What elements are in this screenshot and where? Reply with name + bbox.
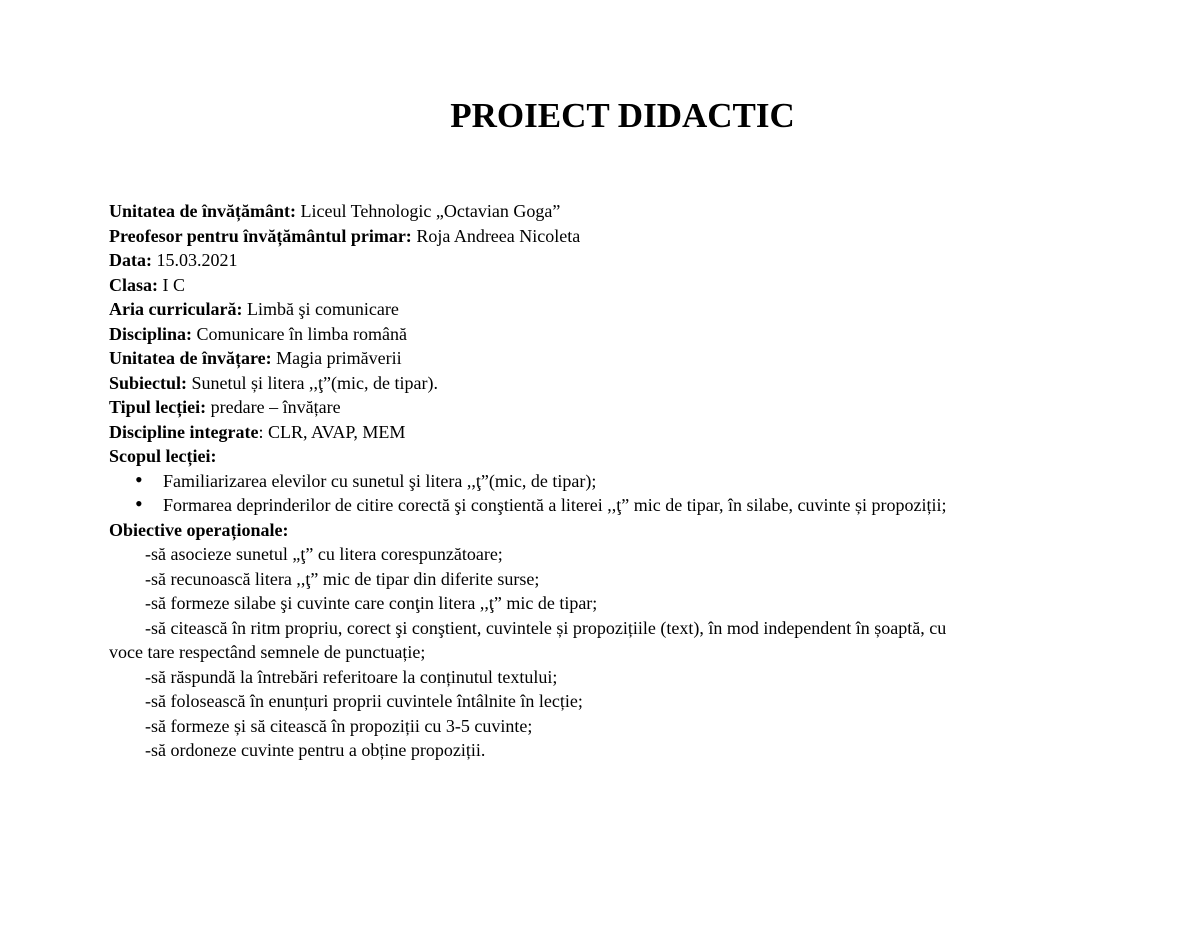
field-label: Disciplina: bbox=[109, 323, 193, 344]
scop-heading: Scopul lecției: bbox=[109, 446, 217, 466]
document-title: PROIECT DIDACTIC bbox=[450, 96, 795, 135]
objective-item: -să recunoască litera ,,ţ” mic de tipar din diferite surse; bbox=[145, 568, 540, 589]
objective-item: -să răspundă la întrebări referitoare la conținutul textului; bbox=[145, 666, 558, 687]
objective-item: -să ordoneze cuvinte pentru a obține propoziții. bbox=[145, 740, 486, 760]
objective-item: -să citească în ritm propriu, corect şi conştient, cuvintele și propozițiile (text), în mod independent în șoaptă, cu bbox=[145, 617, 947, 638]
document-body bbox=[109, 199, 1109, 763]
field-value: Sunetul și litera ,,ţ”(mic, de tipar). bbox=[187, 372, 438, 393]
field-label: Preofesor pentru învățământul primar: bbox=[109, 225, 412, 246]
field-label: Aria curriculară: bbox=[109, 299, 243, 319]
field-value: Liceul Tehnologic „Octavian Goga” bbox=[296, 201, 561, 221]
field-value: 15.03.2021 bbox=[152, 250, 238, 270]
objective-item: -să folosească în enunțuri proprii cuvintele întâlnite în lecție; bbox=[145, 691, 583, 711]
list-item: • Familiarizarea elevilor cu sunetul şi litera ,,ţ”(mic, de tipar); bbox=[109, 469, 1109, 494]
field-tipul bbox=[109, 395, 1109, 420]
field-profesor bbox=[109, 224, 1109, 249]
field-label: Unitatea de învățare: bbox=[109, 348, 272, 368]
field-label: Unitatea de învățământ: bbox=[109, 201, 296, 221]
objective-item: -să asocieze sunetul „ţ” cu litera corespunzătoare; bbox=[145, 544, 503, 564]
field-value: Magia primăverii bbox=[271, 348, 402, 368]
list-item: • Formarea deprinderilor de citire corectă şi conştientă a literei ,,ţ” mic de tipar, în silabe, cuvinte și propoziții; bbox=[109, 493, 1109, 518]
field-value: predare – învățare bbox=[206, 397, 341, 417]
field-unitatea-invatare bbox=[109, 346, 1109, 371]
field-aria bbox=[109, 297, 1109, 322]
field-label: Clasa: bbox=[109, 274, 158, 295]
objective-item: -să formeze și să citească în propoziții cu 3-5 cuvinte; bbox=[145, 715, 533, 736]
field-unitatea bbox=[109, 199, 1109, 224]
field-clasa bbox=[109, 273, 1109, 298]
field-label: Subiectul: bbox=[109, 372, 188, 393]
objective-item-continuation: voce tare respectând semnele de punctuație; bbox=[109, 642, 426, 662]
field-value: Roja Andreea Nicoleta bbox=[411, 225, 581, 246]
objective-item: -să formeze silabe şi cuvinte care conţin litera ,,ţ” mic de tipar; bbox=[145, 593, 598, 613]
field-subiectul bbox=[109, 371, 1109, 396]
field-label: Discipline integrate bbox=[109, 421, 259, 442]
field-discipline-integrate bbox=[109, 420, 1109, 445]
field-disciplina bbox=[109, 322, 1109, 347]
field-value: Comunicare în limba română bbox=[192, 323, 407, 344]
field-label: Data: bbox=[109, 250, 152, 270]
scop-list bbox=[109, 469, 1109, 518]
obiective-heading: Obiective operaționale: bbox=[109, 519, 289, 540]
field-data bbox=[109, 248, 1109, 273]
field-value: I C bbox=[158, 274, 185, 295]
field-value: Limbă şi comunicare bbox=[242, 299, 399, 319]
field-label: Tipul lecției: bbox=[109, 397, 207, 417]
field-value: : CLR, AVAP, MEM bbox=[258, 421, 406, 442]
